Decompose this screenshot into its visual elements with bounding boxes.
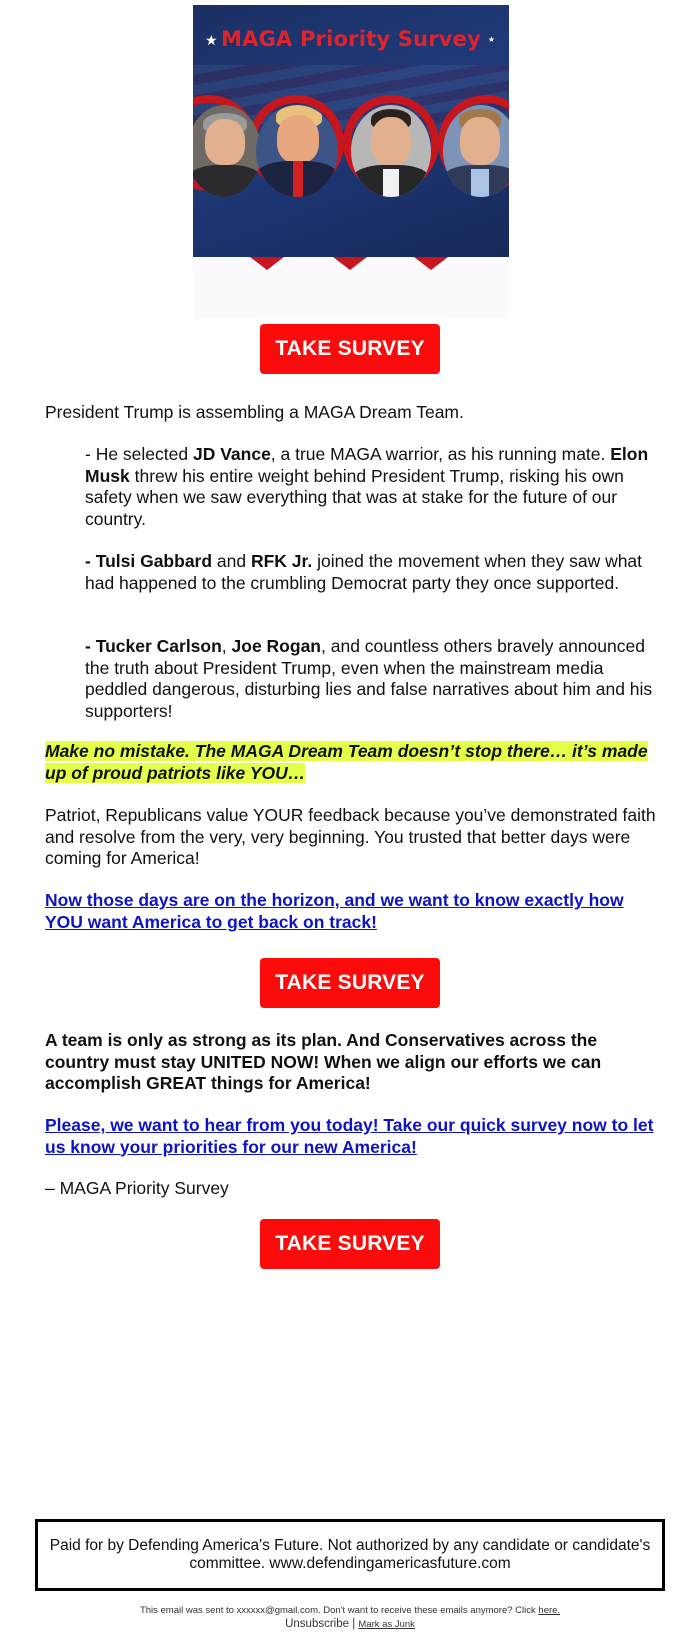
mark-as-junk-link[interactable]: Mark as Junk — [358, 1619, 415, 1630]
bullet-text: , — [221, 636, 232, 656]
portrait-photo — [256, 105, 338, 197]
bullet-name: Elon Musk — [85, 444, 649, 486]
sent-to-notice — [0, 1605, 700, 1616]
hero-title: MAGA Priority Survey — [221, 27, 481, 51]
portrait-photo — [193, 105, 261, 197]
sent-to-text: This email was sent to xxxxxx@gmail.com. Don't want to receive these emails anymore? Click — [139, 1605, 539, 1616]
take-survey-button[interactable]: TAKE SURVEY — [260, 958, 440, 1008]
highlight-paragraph — [45, 741, 657, 784]
bullet-paragraph — [85, 551, 660, 594]
bullet-name: Joe Rogan — [231, 636, 321, 656]
bullet-text: joined the movement when they saw what had happened to the crumbling Democrat party they once supported. — [85, 551, 643, 593]
signature: – MAGA Priority Survey — [45, 1178, 229, 1198]
footer-links — [0, 1618, 700, 1630]
portrait-photo — [443, 105, 509, 197]
bullet-text: , and countless others bravely announced the truth about President Trump, even when the mainstream media peddled dangerous, disturbing lies and false narratives about him and his supporters! — [85, 636, 653, 721]
intro-paragraph: President Trump is assembling a MAGA Dream Team. — [45, 402, 464, 422]
paid-for-disclaimer: Paid for by Defending America's Future. Not authorized by any candidate or candidate's committee. www.defendingamericasfuture.com — [35, 1519, 665, 1591]
unsubscribe-link[interactable]: Unsubscribe — [285, 1618, 350, 1630]
hero-image — [193, 5, 509, 318]
survey-link-paragraph — [45, 890, 657, 933]
star-icon: ★ — [205, 32, 218, 48]
highlighted-text: Make no mistake. The MAGA Dream Team doesn’t stop there… it’s made up of proud patriots like YOU… — [45, 741, 648, 783]
take-survey-button[interactable]: TAKE SURVEY — [260, 324, 440, 374]
star-icon: ★ — [487, 35, 495, 44]
bullet-name: JD Vance — [192, 444, 271, 464]
chevron-down-icon — [414, 257, 448, 270]
bullet-text: threw his entire weight behind President Trump, risking his own safety when we saw everything that was at stake for the future of our country. — [85, 465, 624, 529]
patriot-paragraph: Patriot, Republicans value YOUR feedback because you’ve demonstrated faith and resolve from the very, very beginning. You trusted that better days were coming for America! — [45, 805, 656, 868]
survey-link-paragraph — [45, 1115, 657, 1158]
bullet-name: - Tulsi Gabbard — [85, 551, 213, 571]
bullet-text: and — [212, 551, 251, 571]
footer-separator: | — [349, 1618, 359, 1630]
bullet-text: , a true MAGA warrior, as his running mate. — [270, 444, 611, 464]
bullet-paragraph — [85, 636, 660, 722]
chevron-down-icon — [333, 257, 367, 270]
survey-link[interactable]: Please, we want to hear from you today! Take our quick survey now to let us know your priorities for our new America! — [45, 1115, 654, 1157]
bullet-paragraph — [85, 444, 660, 530]
portrait-photo — [351, 105, 431, 197]
chevron-down-icon — [250, 257, 284, 270]
bullet-name: - Tucker Carlson — [85, 636, 222, 656]
team-paragraph: A team is only as strong as its plan. And Conservatives across the country must stay UNITED NOW! When we align our efforts we can accomplish GREAT things for America! — [45, 1030, 602, 1093]
bullet-text: - He selected — [85, 444, 193, 464]
survey-link[interactable]: Now those days are on the horizon, and we want to know exactly how YOU want America to get back on track! — [45, 890, 624, 932]
bullet-name: RFK Jr. — [250, 551, 313, 571]
hero-banner — [193, 5, 509, 257]
unsubscribe-here-link[interactable]: here. — [538, 1605, 561, 1616]
take-survey-button[interactable]: TAKE SURVEY — [260, 1219, 440, 1269]
